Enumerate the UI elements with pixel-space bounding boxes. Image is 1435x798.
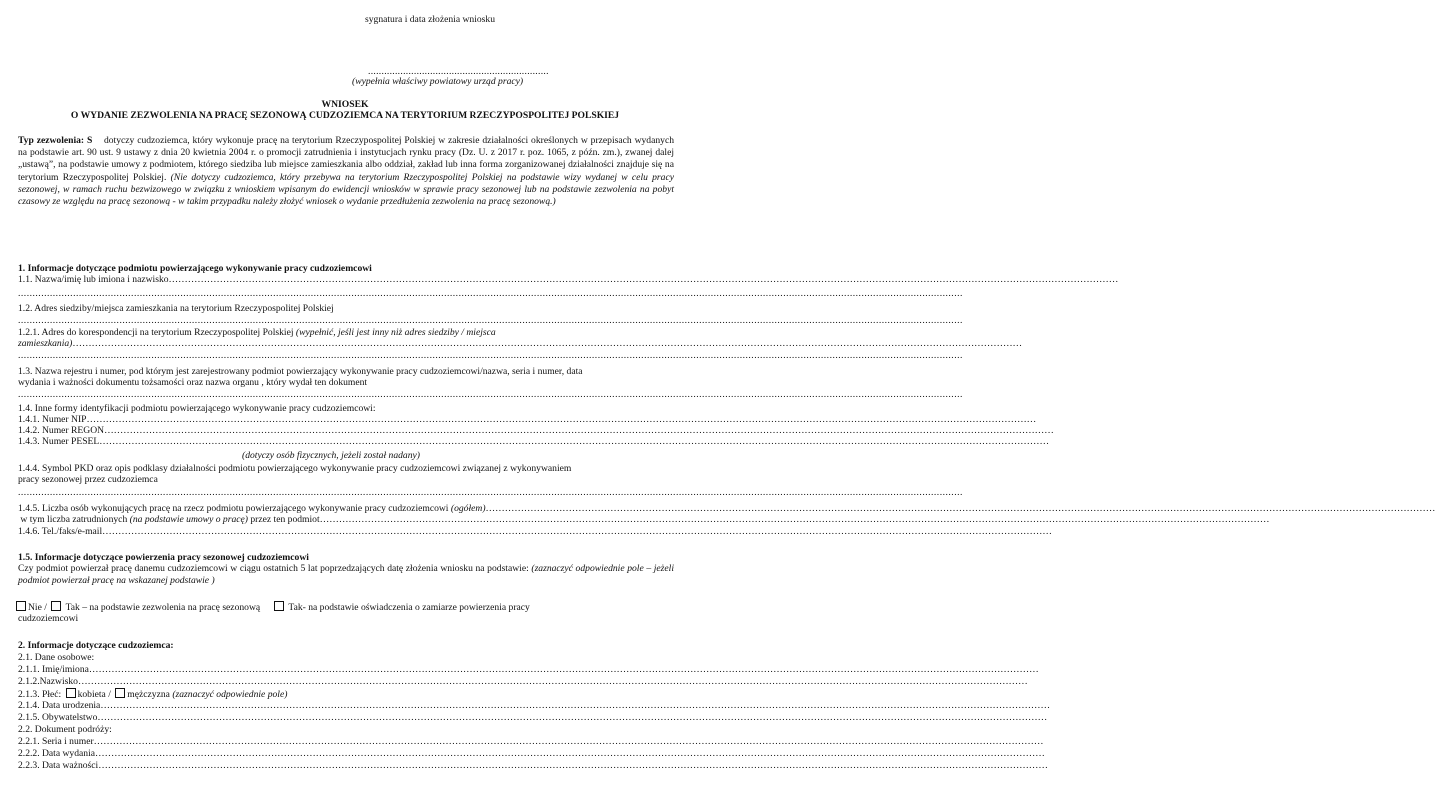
- form-title: WNIOSEK: [321, 99, 369, 110]
- field-1-3b: wydania i ważności dokumentu tożsamości oraz nazwa organu , który wydał ten dokument: [18, 377, 368, 388]
- field-1-2: 1.2. Adres siedziby/miejsca zamieszkania na terytorium Rzeczypospolitej Polskiej: [18, 303, 334, 314]
- field-2-2-2[interactable]: 2.2.2. Data wydania………………………………………………………………………………………………………………………………………………………………………………………………………………………………………………………………………: [18, 748, 1045, 759]
- field-2-2-1[interactable]: 2.2.1. Seria i numer………………………………………………………………………………………………………………………………………………………………………………………………………………………………………………………………………: [18, 736, 1044, 747]
- opt-yes-decl-label2: cudzoziemcowi: [18, 613, 79, 624]
- field-2-2: 2.2. Dokument podróży:: [18, 724, 112, 735]
- signature-label: sygnatura i data złożenia wniosku: [365, 14, 496, 25]
- field-1-2-1: 1.2.1. Adres do korespondencji na terytorium Rzeczypospolitej Polskiej (wypełnić, jeśli jest inny niż adres siedziby / miejsca: [18, 327, 496, 338]
- checkbox-no[interactable]: [16, 601, 26, 611]
- field-1-4-3[interactable]: 1.4.3. Numer PESEL………………………………………………………………………………………………………………………………………………………………………………………………………………………………………………………………………: [18, 436, 1050, 447]
- field-1-2-1-line2[interactable]: ......................................................................................................................................................................................................................................................................................................................................: [18, 350, 963, 361]
- section1-5-options: [18, 601, 682, 613]
- permit-type-text: dotyczy cudzoziemca, który wykonuje pracę na terytorium Rzeczypospolitej Polskiej w zakresie działalności określonych w przepisach wydanych na podstawie art. 90 ust. 9 ustawy z dnia 20 kwietnia 2004 r. o promocji zatrudnienia i instytucjach rynku pracy (Dz. U. z 2017 r. poz. 1065, z późn. zm.), zwanej dalej „ustawą”, na podstawie umowy z podmiotem, którego siedziba lub miejsce zamieszkania albo oddział, zakład lub inna forma zorganizowanej działalności znajduje się na terytorium Rzeczypospolitej Polskiej.: [18, 135, 674, 183]
- signature-dots: ...................................................................: [368, 66, 549, 77]
- field-2-1: 2.1. Dane osobowe:: [18, 652, 95, 663]
- field-1-4-4-line[interactable]: ......................................................................................................................................................................................................................................................................................................................................: [18, 487, 963, 498]
- checkbox-female[interactable]: [66, 688, 76, 698]
- opt-no-label: Nie /: [28, 602, 47, 613]
- field-2-1-5[interactable]: 2.1.5. Obywatelstwo………………………………………………………………………………………………………………………………………………………………………………………………………………………………………………………………………: [18, 712, 1048, 723]
- field-1-4-4: 1.4.4. Symbol PKD oraz opis podklasy działalności podmiotu powierzającego wykonywanie pracy cudzoziemcowi związanej z wykonywaniem: [18, 463, 572, 474]
- office-note: (wypełnia właściwy powiatowy urząd pracy): [352, 76, 524, 87]
- permit-type-label: Typ zezwolenia: S: [18, 135, 93, 146]
- field-2-1-2[interactable]: 2.1.2.Nazwisko………………………………………………………………………………………………………………………………………………………………………………………………………………………………………………………………………: [18, 676, 1028, 687]
- field-2-1-1[interactable]: 2.1.1. Imię/imiona………………………………………………………………………………………………………………………………………………………………………………………………………………………………………………………………………: [18, 664, 1039, 675]
- field-1-1-line2[interactable]: ......................................................................................................................................................................................................................................................................................................................................: [18, 288, 963, 299]
- field-1-4: 1.4. Inne formy identyfikacji podmiotu powierzającego wykonywanie pracy cudzoziemcowi:: [18, 403, 376, 414]
- permit-type-block: [18, 135, 674, 208]
- opt-yes-decl-label: Tak- na podstawie oświadczenia o zamiarze powierzenia pracy: [288, 602, 530, 613]
- checkbox-yes-permit[interactable]: [51, 601, 61, 611]
- field-1-4-3-note: (dotyczy osób fizycznych, jeżeli został nadany): [242, 450, 420, 461]
- field-1-1[interactable]: 1.1. Nazwa/imię lub imiona i nazwisko………………………………………………………………………………………………………………………………………………………………………………………………………………………………………………………………………: [18, 274, 1119, 285]
- permit-type-note: (Nie dotyczy cudzoziemca, który przebywa na terytorium Rzeczypospolitej Polskiej na podstawie wizy wydanej w celu pracy sezonowej, w ramach ruchu bezwizowego w związku z wnioskiem wpisanym do ewidencji wniosków w sprawie pracy sezonowej lub na podstawie zezwolenia na pobyt czasowy ze względu na pracę sezonową - w takim przypadku należy złożyć wniosek o wydanie przedłużenia zezwolenia na pracę sezonową.): [18, 171, 674, 208]
- field-1-3: 1.3. Nazwa rejestru i numer, pod którym jest zarejestrowany podmiot powierzający wykonywanie pracy cudzoziemcowi/nazwa, seria i numer, data: [18, 366, 583, 377]
- form-subtitle: O WYDANIE ZEZWOLENIA NA PRACĘ SEZONOWĄ CUDZOZIEMCA NA TERYTORIUM RZECZYPOSPOLITEJ POLSKIEJ: [70, 110, 620, 121]
- field-1-2-line[interactable]: ......................................................................................................................................................................................................................................................................................................................................: [18, 315, 963, 326]
- field-1-4-6[interactable]: 1.4.6. Tel./faks/e-mail………………………………………………………………………………………………………………………………………………………………………………………………………………………………………………………………………: [18, 526, 1052, 537]
- field-1-4-5b[interactable]: w tym liczba zatrudnionych (na podstawie umowy o pracę) przez ten podmiot………………………………………………………………………………………………………………………………………………………………………………………………………………………………………………………………………: [20, 514, 1270, 525]
- field-2-1-3: 2.1.3. Płeć: kobieta / mężczyzna (zaznaczyć odpowiednie pole): [18, 689, 288, 700]
- field-2-1-4[interactable]: 2.1.4. Data urodzenia………………………………………………………………………………………………………………………………………………………………………………………………………………………………………………………………………: [18, 700, 1051, 711]
- section2-heading: 2. Informacje dotyczące cudzoziemca:: [18, 640, 174, 651]
- field-1-4-5[interactable]: 1.4.5. Liczba osób wykonujących pracę na rzecz podmiotu powierzającego wykonywanie pracy cudzoziemcowi (ogółem)………………………………………………………………………………………………………………………………………………………………………………………………………………………………………………………………………: [18, 503, 1435, 514]
- opt-yes-permit-label: Tak – na podstawie zezwolenia na pracę sezonową: [65, 602, 261, 613]
- section1-heading: 1. Informacje dotyczące podmiotu powierzającego wykonywanie pracy cudzoziemcowi: [18, 263, 372, 274]
- field-1-2-1-line[interactable]: zamieszkania)………………………………………………………………………………………………………………………………………………………………………………………………………………………………………………………………………: [18, 338, 1023, 349]
- checkbox-male[interactable]: [115, 688, 125, 698]
- field-2-2-3[interactable]: 2.2.3. Data ważności………………………………………………………………………………………………………………………………………………………………………………………………………………………………………………………………………: [18, 760, 1048, 771]
- field-1-4-2[interactable]: 1.4.2. Numer REGON………………………………………………………………………………………………………………………………………………………………………………………………………………………………………………………………………: [18, 425, 1054, 436]
- field-1-3-line[interactable]: ......................................................................................................................................................................................................................................................................................................................................: [18, 389, 963, 400]
- field-1-4-4b: pracy sezonowej przez cudzoziemca: [18, 474, 158, 485]
- field-1-4-1[interactable]: 1.4.1. Numer NIP………………………………………………………………………………………………………………………………………………………………………………………………………………………………………………………………………: [18, 414, 1037, 425]
- checkbox-yes-declaration[interactable]: [274, 601, 284, 611]
- section1-5-heading: 1.5. Informacje dotyczące powierzenia pracy sezonowej cudzoziemcowi: [18, 552, 309, 563]
- section1-5-question: Czy podmiot powierzał pracę danemu cudzoziemcowi w ciągu ostatnich 5 lat poprzedzających datę złożenia wniosku na podstawie: (zaznaczyć odpowiednie pole – jeżeli podmiot powierzał pracę na wskazanej podstawie ): [18, 563, 674, 586]
